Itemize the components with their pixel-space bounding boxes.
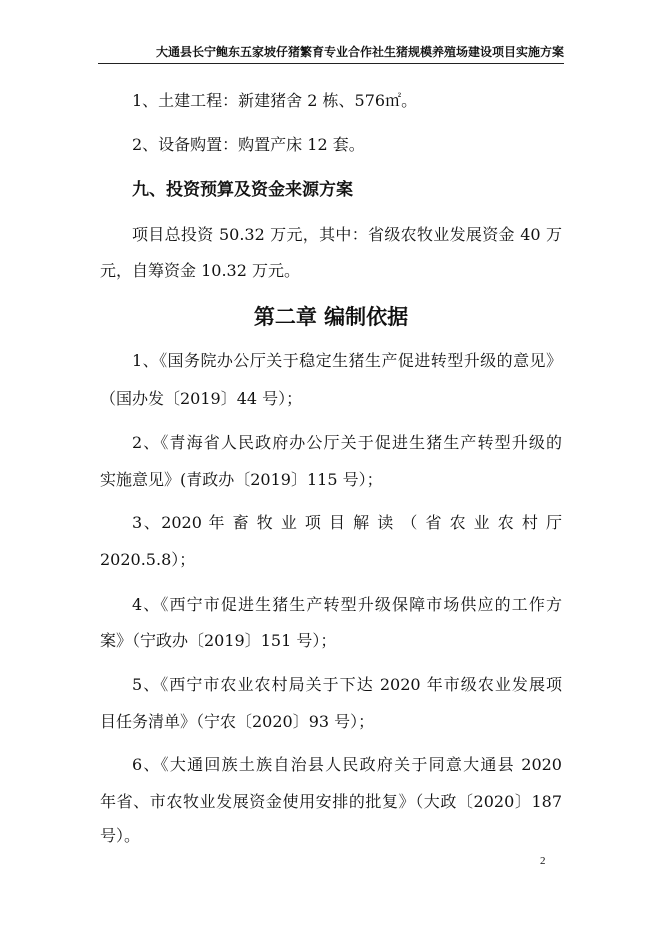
reference-2-line-2: 实施意见》(青政办〔2019〕115 号）； — [100, 470, 383, 489]
reference-6-line-3: 号）。 — [100, 826, 141, 845]
reference-3-line-1: 3、2020 年 畜 牧 业 项 目 解 读 （ 省 农 业 农 村 厅 — [132, 513, 562, 532]
reference-6-line-1: 6、《大通回族土族自治县人民政府关于同意大通县 2020 — [132, 755, 562, 774]
reference-1-line-1: 1、《国务院办公厅关于稳定生猪生产促进转型升级的意见》 — [132, 351, 562, 370]
item-2: 2、设备购置：购置产床 12 套。 — [132, 135, 365, 154]
reference-4-line-2: 案》（宁政办〔2019〕151 号）； — [100, 631, 337, 650]
investment-paragraph-line-1: 项目总投资 50.32 万元，其中：省级农牧业发展资金 40 万 — [132, 225, 562, 244]
investment-paragraph-line-2: 元，自筹资金 10.32 万元。 — [100, 261, 300, 280]
reference-3-line-2: 2020.5.8）； — [100, 550, 196, 569]
reference-2-line-1: 2、《青海省人民政府办公厅关于促进生猪生产转型升级的 — [132, 433, 562, 452]
page-number: 2 — [540, 855, 546, 867]
item-1: 1、土建工程：新建猪舍 2 栋、576㎡。 — [132, 91, 418, 110]
reference-5-line-1: 5、《西宁市农业农村局关于下达 2020 年市级农业发展项 — [132, 675, 562, 694]
running-header — [98, 43, 564, 64]
section-heading-9: 九、投资预算及资金来源方案 — [132, 180, 353, 200]
reference-5-line-2: 目任务清单》（宁农〔2020〕93 号）； — [100, 712, 375, 731]
chapter-title: 第二章 编制依据 — [253, 305, 409, 329]
reference-4-line-1: 4、《西宁市促进生猪生产转型升级保障市场供应的工作方 — [132, 595, 562, 614]
reference-1-line-2: （国办发〔2019〕44 号）； — [100, 389, 303, 408]
header-title: 大通县长宁鲍东五家坡仔猪繁育专业合作社生猪规模养殖场建设项目实施方案 — [155, 45, 564, 59]
reference-6-line-2: 年省、市农牧业发展资金使用安排的批复》（大政〔2020〕187 — [100, 792, 562, 811]
